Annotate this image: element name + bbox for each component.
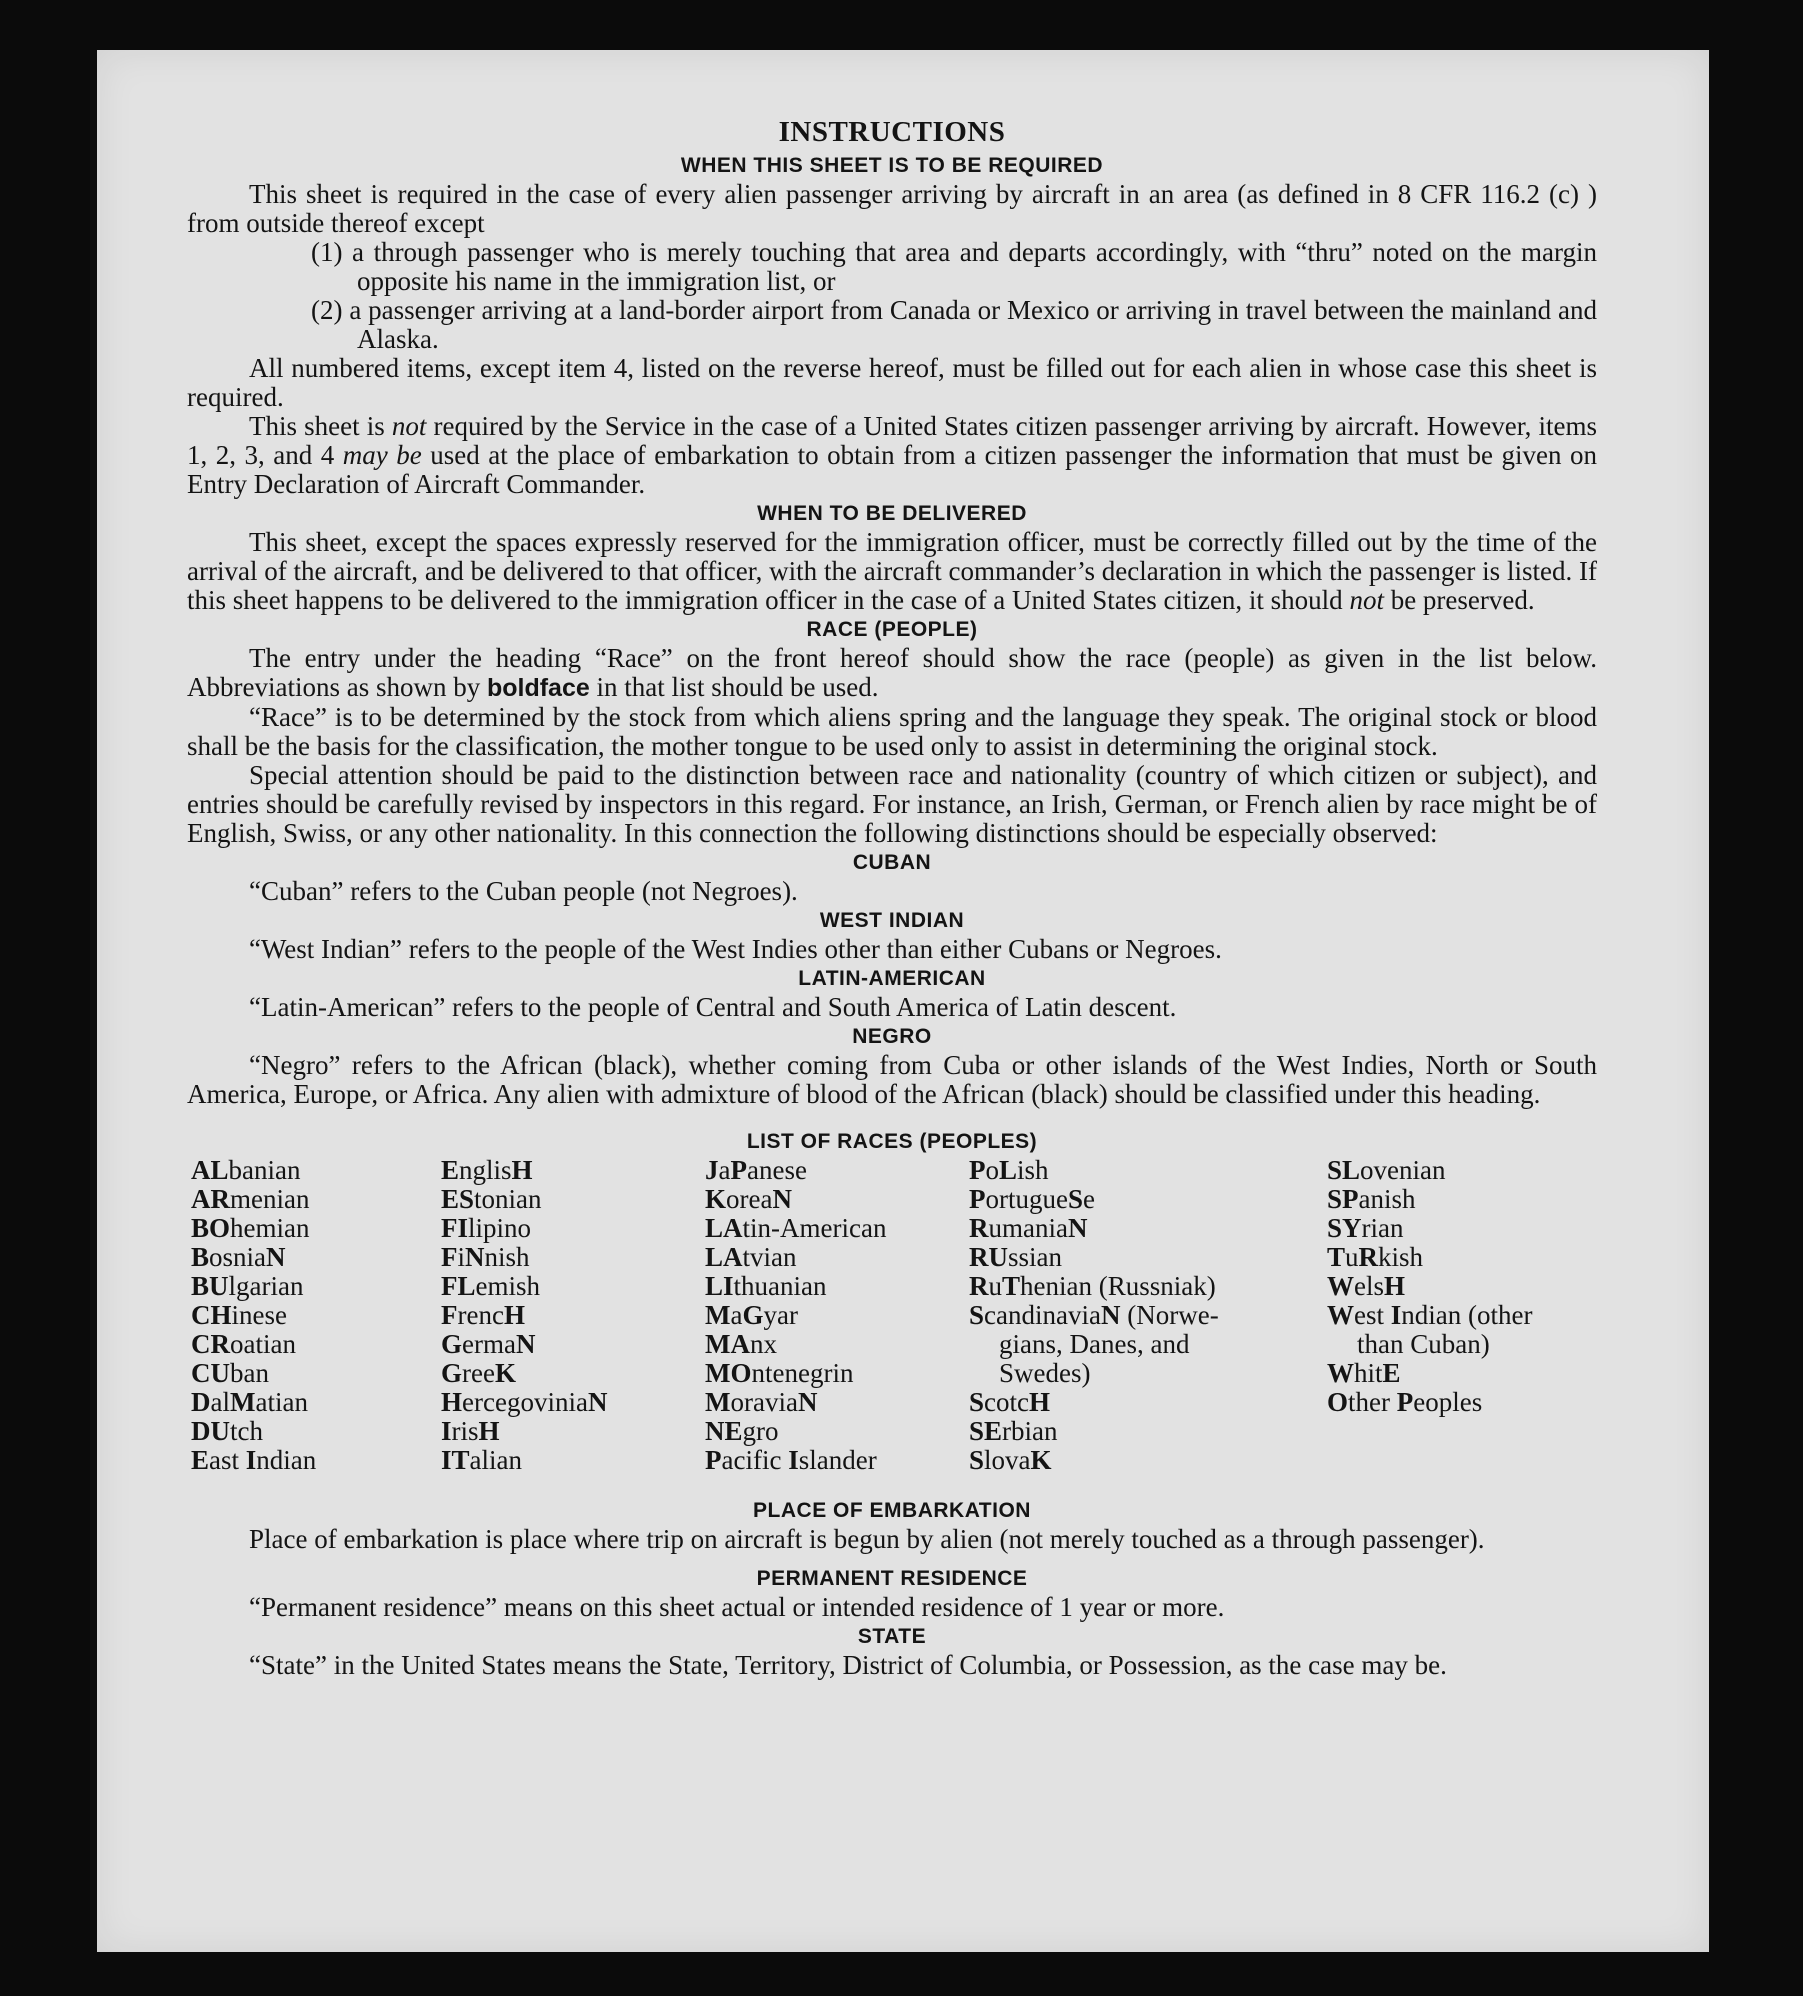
paragraph: All numbered items, except item 4, listed on the reverse hereof, must be filled out for each alien in whose case this sheet is required.	[187, 353, 1597, 412]
race-entry: CUban	[191, 1358, 269, 1388]
heading-latin-american: LATIN-AMERICAN	[798, 967, 986, 990]
race-entry: RumaniaN	[969, 1213, 1088, 1243]
race-entry: LIthuanian	[705, 1271, 827, 1301]
race-entry: Swedes)	[999, 1358, 1091, 1388]
paragraph: “West Indian” refers to the people of the West Indies other than either Cubans or Negroes.	[249, 934, 1222, 964]
spacer	[187, 1109, 1597, 1127]
races-column-4	[969, 1156, 1219, 1475]
paragraph: “Cuban” refers to the Cuban people (not Negroes).	[249, 876, 798, 906]
heading-cuban: CUBAN	[852, 851, 932, 874]
races-column-2	[441, 1156, 607, 1475]
heading-race: RACE (PEOPLE)	[806, 618, 978, 641]
race-entry: MoraviaN	[705, 1387, 818, 1417]
paragraph: This sheet, except the spaces expressly reserved for the immigration officer, must be correctly filled out by the time of the arrival of the aircraft, and be delivered to that officer, with the aircraft commander’s declaration in which the passenger is listed. If this sheet happens to be delivered to the immigration officer in the case of a United States citizen, it should not be preserved.	[187, 527, 1597, 615]
race-entry: DUtch	[191, 1416, 263, 1446]
race-entry: BUlgarian	[191, 1271, 304, 1301]
race-entry: GermaN	[441, 1329, 536, 1359]
paragraph: This sheet is required in the case of every alien passenger arriving by aircraft in an area (as defined in 8 CFR 116.2 (c) ) from outside thereof except	[187, 179, 1597, 238]
race-entry: BosniaN	[191, 1242, 286, 1272]
race-entry: EStonian	[441, 1184, 542, 1214]
races-column-5	[1327, 1156, 1532, 1417]
race-entry: MAnx	[705, 1329, 777, 1359]
list-item: (1) a through passenger who is merely touching that area and departs accordingly, with “thru” noted on the margin opposite his name in the immigration list, or	[311, 237, 1597, 296]
spacer	[187, 1554, 1597, 1564]
race-entry: ARmenian	[191, 1184, 310, 1214]
race-entry: East Indian	[191, 1445, 317, 1475]
paragraph: “State” in the United States means the State, Territory, District of Columbia, or Possession, as the case may be.	[249, 1650, 1447, 1680]
race-entry: Pacific Islander	[705, 1445, 877, 1475]
race-entry: FLemish	[441, 1271, 541, 1301]
race-entry: ScandinaviaN (Norwe-	[969, 1300, 1219, 1330]
race-entry: SErbian	[969, 1416, 1058, 1446]
race-entry: MaGyar	[705, 1300, 798, 1330]
race-entry: FIlipino	[441, 1213, 532, 1243]
list-item: (2) a passenger arriving at a land-border airport from Canada or Mexico or arriving in travel between the mainland and Alaska.	[311, 295, 1597, 354]
document-sheet	[97, 50, 1709, 1952]
paragraph: “Race” is to be determined by the stock from which aliens spring and the language they speak. The original stock or blood shall be the basis for the classification, the mother tongue to be used only to assist in determining the original stock.	[187, 702, 1597, 761]
race-entry: WelsH	[1327, 1271, 1406, 1301]
race-entry: LAtvian	[705, 1242, 797, 1272]
paragraph: Special attention should be paid to the distinction between race and nationality (country of which citizen or subject), and entries should be carefully revised by inspectors in this regard. For instance, an Irish, German, or French alien by race might be of English, Swiss, or any other nationality. In this connection the following distinctions should be especially observed:	[187, 760, 1597, 848]
races-column-3	[705, 1156, 886, 1475]
race-entry: RuThenian (Russniak)	[969, 1271, 1216, 1301]
race-entry: SLovenian	[1327, 1155, 1446, 1185]
race-entry: CRoatian	[191, 1329, 296, 1359]
paragraph: The entry under the heading “Race” on the front hereof should show the race (people) as given in the list below. Abbreviations as shown by boldface in that list should be used.	[187, 643, 1597, 702]
race-entry: Other Peoples	[1327, 1387, 1483, 1417]
race-entry: MOntenegrin	[705, 1358, 854, 1388]
heading-negro: NEGRO	[852, 1025, 932, 1048]
race-entry: HercegoviniaN	[441, 1387, 608, 1417]
heading-embarkation: PLACE OF EMBARKATION	[753, 1499, 1031, 1522]
race-entry: LAtin-American	[705, 1213, 887, 1243]
race-entry: SlovaK	[969, 1445, 1052, 1475]
race-entry: GreeK	[441, 1358, 516, 1388]
heading-west-indian: WEST INDIAN	[819, 909, 965, 932]
heading-when-delivered: WHEN TO BE DELIVERED	[757, 502, 1027, 525]
race-entry: than Cuban)	[1357, 1329, 1490, 1359]
race-entry: KoreaN	[705, 1184, 792, 1214]
heading-state: STATE	[857, 1625, 927, 1648]
race-entry: SPanish	[1327, 1184, 1416, 1214]
race-entry: SYrian	[1327, 1213, 1404, 1243]
race-entry: DalMatian	[191, 1387, 308, 1417]
paragraph: This sheet is not required by the Service in the case of a United States citizen passenger arriving by aircraft. However, items 1, 2, 3, and 4 may be used at the place of embarkation to obtain from a citizen passenger the information that must be given on Entry Declaration of Aircraft Commander.	[187, 411, 1598, 499]
race-entry: ScotcH	[969, 1387, 1051, 1417]
races-list	[187, 1156, 1597, 1496]
paragraph: “Negro” refers to the African (black), whether coming from Cuba or other islands of the West Indies, North or South America, Europe, or Africa. Any alien with admixture of blood of the African (black) should be classified under this heading.	[187, 1050, 1597, 1109]
race-entry: WhitE	[1327, 1358, 1401, 1388]
race-entry: FiNnish	[441, 1242, 530, 1272]
paragraph: “Permanent residence” means on this sheet actual or intended residence of 1 year or more.	[249, 1592, 1225, 1622]
race-entry: TuRkish	[1327, 1242, 1424, 1272]
paragraph: “Latin-American” refers to the people of Central and South America of Latin descent.	[249, 992, 1177, 1022]
heading-list-of-races: LIST OF RACES (PEOPLES)	[746, 1130, 1038, 1153]
race-entry: FrencH	[441, 1300, 525, 1330]
races-column-1	[191, 1156, 316, 1475]
race-entry: PortugueSe	[969, 1184, 1095, 1214]
race-entry: BOhemian	[191, 1213, 310, 1243]
instructions-content	[187, 118, 1597, 1680]
heading-permanent-residence: PERMANENT RESIDENCE	[756, 1567, 1028, 1590]
race-entry: West Indian (other	[1327, 1300, 1533, 1330]
race-entry: ALbanian	[191, 1155, 301, 1185]
heading-when-required: WHEN THIS SHEET IS TO BE REQUIRED	[680, 154, 1104, 177]
race-entry: PoLish	[969, 1155, 1049, 1185]
race-entry: ITalian	[441, 1445, 523, 1475]
race-entry: gians, Danes, and	[999, 1329, 1190, 1359]
race-entry: EnglisH	[441, 1155, 533, 1185]
race-entry: CHinese	[191, 1300, 287, 1330]
race-entry: IrisH	[441, 1416, 500, 1446]
race-entry: NEgro	[705, 1416, 779, 1446]
page-title: INSTRUCTIONS	[778, 116, 1006, 148]
race-entry: JaPanese	[705, 1155, 807, 1185]
race-entry: RUssian	[969, 1242, 1062, 1272]
paragraph: Place of embarkation is place where trip on aircraft is begun by alien (not merely touched as a through passenger).	[249, 1524, 1485, 1554]
